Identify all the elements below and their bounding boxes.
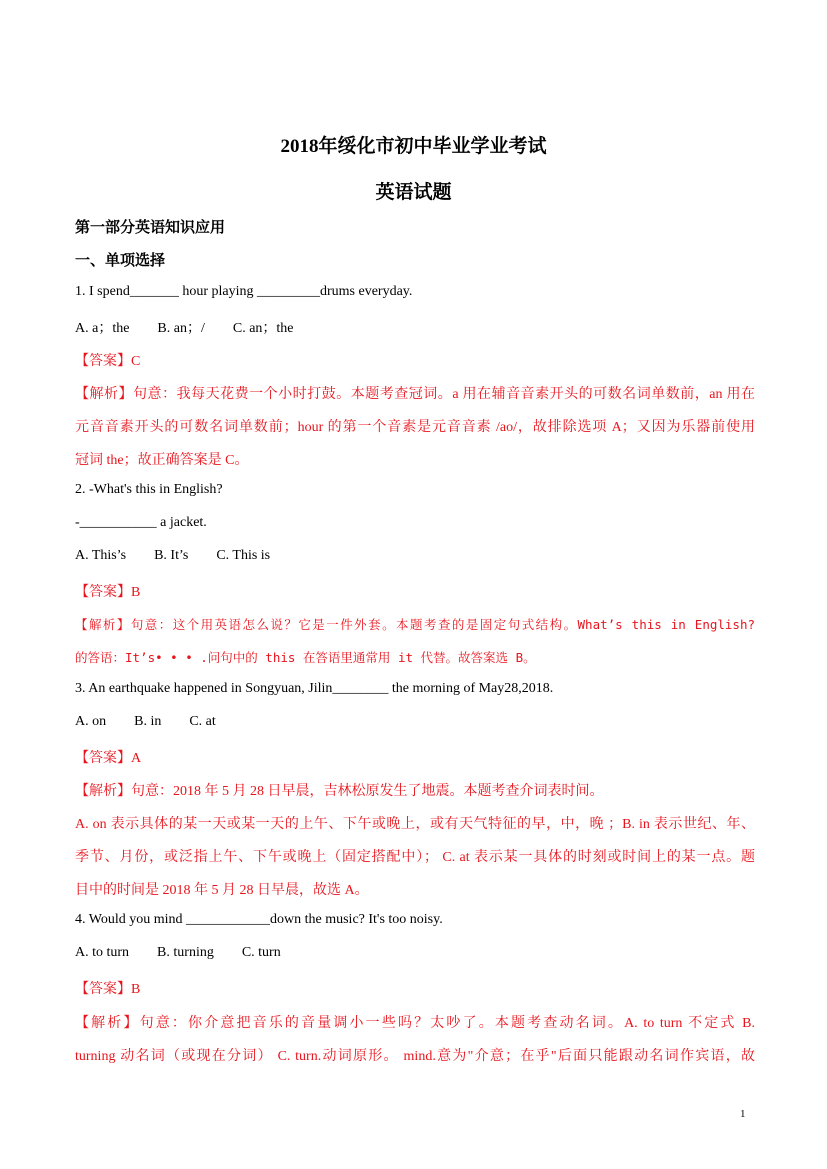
- section-heading: 一、单项选择: [75, 253, 166, 269]
- analysis-line: 季节、月份，或泛指上午、下午或晚上（固定搭配中）； C. at 表示某一具体的时刻或时间上的某一点。题: [75, 850, 755, 865]
- document-title: 2018年绥化市初中毕业学业考试: [280, 136, 547, 157]
- question-stem: 2. -What's this in English?: [75, 482, 223, 497]
- part-heading: 第一部分英语知识应用: [75, 220, 226, 236]
- analysis-line: 冠词 the；故正确答案是 C。: [75, 453, 249, 468]
- question-options: A. This’s B. It’s C. This is: [75, 548, 271, 563]
- analysis-line: 【解析】句意：2018 年 5 月 28 日早晨，吉林松原发生了地震。本题考查介词表时间。: [75, 784, 604, 799]
- analysis-line: 目中的时间是 2018 年 5 月 28 日早晨，故选 A。: [75, 883, 369, 898]
- question-stem: 1. I spend_______ hour playing _________drums everyday.: [75, 284, 413, 299]
- question-options: A. a；the B. an；/ C. an；the: [75, 321, 294, 336]
- question-options: A. on B. in C. at: [75, 714, 216, 729]
- analysis-line: 【解析】句意：我每天花费一个小时打鼓。本题考查冠词。a 用在辅音音素开头的可数名词单数前，an 用在: [75, 387, 755, 402]
- question-stem: 3. An earthquake happened in Songyuan, Jilin________ the morning of May28,2018.: [75, 681, 554, 696]
- analysis-line: 【解析】句意：你介意把音乐的音量调小一些吗？太吵了。本题考查动名词。A. to turn 不定式 B.: [75, 1016, 755, 1031]
- answer-label: 【答案】B: [75, 982, 141, 997]
- analysis-line: turning 动名词（或现在分词） C. turn.动词原形。 mind.意为"介意；在乎"后面只能跟动名词作宾语，故: [75, 1049, 755, 1064]
- analysis-line: 元音音素开头的可数名词单数前；hour 的第一个音素是元音音素 /ao/，故排除选项 A；又因为乐器前使用: [75, 420, 755, 435]
- answer-label: 【答案】B: [75, 585, 141, 600]
- answer-label: 【答案】A: [75, 751, 142, 766]
- analysis-line: 的答语：It’s• • • .问句中的 this 在答语里通常用 it 代替。故答案选 B。: [75, 650, 536, 665]
- analysis-line: 【解析】句意：这个用英语怎么说？它是一件外套。本题考查的是固定句式结构。What’s this in English?: [75, 617, 755, 632]
- question-stem-answer-line: -___________ a jacket.: [75, 515, 207, 530]
- document-subtitle: 英语试题: [375, 182, 452, 203]
- question-options: A. to turn B. turning C. turn: [75, 945, 281, 960]
- analysis-line: A. on 表示具体的某一天或某一天的上午、下午或晚上，或有天气特征的早，中，晚 ；B. in 表示世纪、年、: [75, 817, 755, 832]
- page-number: 1: [740, 1108, 746, 1120]
- question-stem: 4. Would you mind ____________down the music? It's too noisy.: [75, 912, 443, 927]
- answer-label: 【答案】C: [75, 354, 141, 369]
